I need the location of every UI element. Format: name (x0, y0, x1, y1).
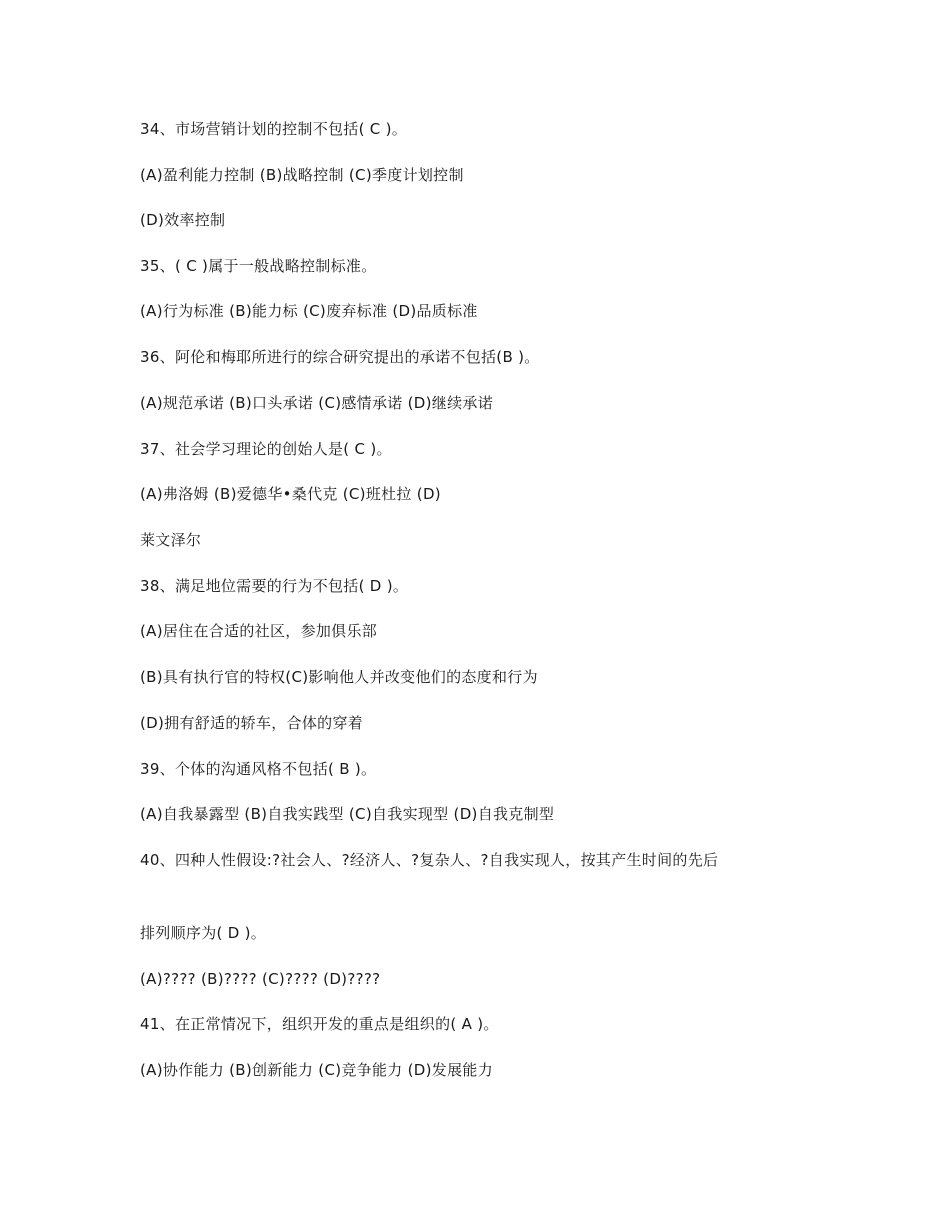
question-34-options-1: (A)盈利能力控制 (B)战略控制 (C)季度计划控制 (140, 166, 464, 184)
question-34: 34、市场营销计划的控制不包括( C )。 (140, 120, 408, 138)
question-38: 38、满足地位需要的行为不包括( D )。 (140, 577, 409, 595)
question-39-options: (A)自我暴露型 (B)自我实践型 (C)自我实现型 (D)自我克制型 (140, 805, 555, 823)
question-38-option-d: (D)拥有舒适的轿车，合体的穿着 (140, 714, 364, 732)
question-38-option-bc: (B)具有执行官的特权(C)影响他人并改变他们的态度和行为 (140, 668, 538, 686)
question-37-options-1: (A)弗洛姆 (B)爱德华•桑代克 (C)班杜拉 (D) (140, 485, 441, 503)
question-40-continued: 排列顺序为( D )。 (140, 924, 267, 942)
question-41: 41、在正常情况下，组织开发的重点是组织的( A )。 (140, 1015, 499, 1033)
question-36: 36、阿伦和梅耶所进行的综合研究提出的承诺不包括(B )。 (140, 348, 540, 366)
question-35: 35、( C )属于一般战略控制标准。 (140, 257, 377, 275)
question-39: 39、个体的沟通风格不包括( B )。 (140, 760, 377, 778)
question-35-options: (A)行为标准 (B)能力标 (C)废弃标准 (D)品质标准 (140, 302, 478, 320)
question-40-options: (A)???? (B)???? (C)???? (D)???? (140, 970, 381, 988)
question-38-option-a: (A)居住在合适的社区，参加俱乐部 (140, 622, 378, 640)
question-40: 40、四种人性假设:?社会人、?经济人、?复杂人、?自我实现人，按其产生时间的先后 (140, 851, 719, 869)
question-41-options: (A)协作能力 (B)创新能力 (C)竞争能力 (D)发展能力 (140, 1061, 493, 1079)
question-34-options-2: (D)效率控制 (140, 211, 226, 229)
question-37-options-2: 莱文泽尔 (140, 531, 202, 549)
question-36-options: (A)规范承诺 (B)口头承诺 (C)感情承诺 (D)继续承诺 (140, 394, 493, 412)
question-37: 37、社会学习理论的创始人是( C )。 (140, 440, 392, 458)
